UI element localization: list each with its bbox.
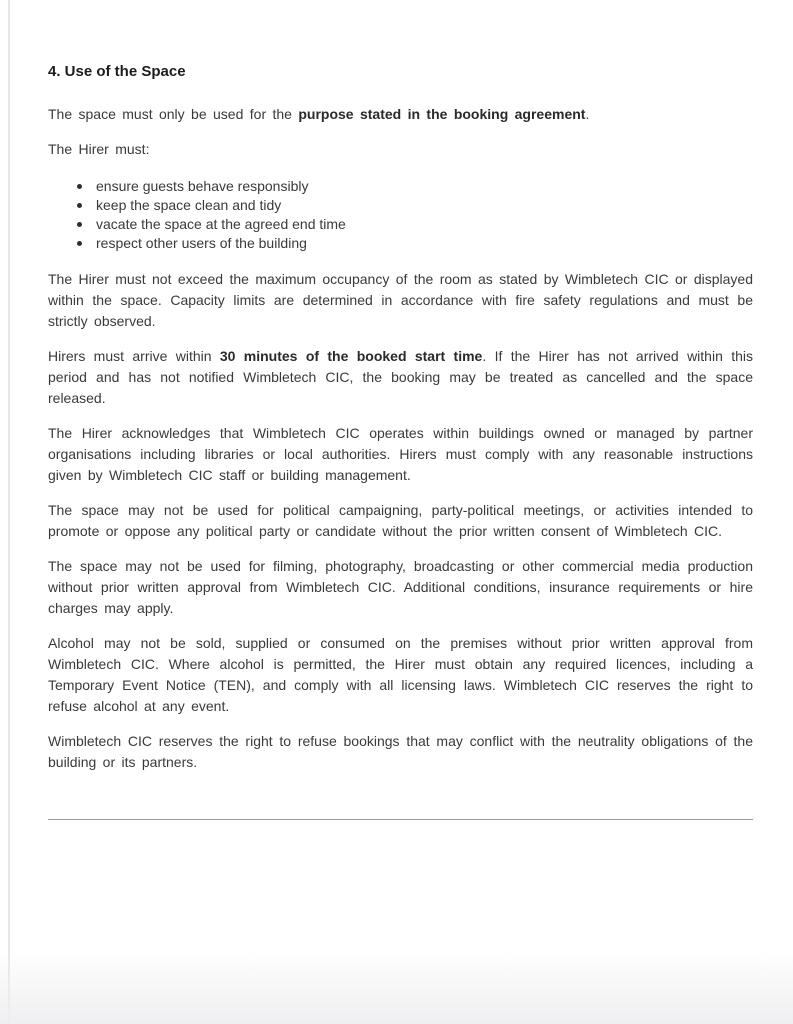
paragraph-intro-text: The space must only be used for the [48,106,299,122]
section-divider [48,819,753,820]
paragraph-arrival [48,346,753,409]
paragraph-occupancy: The Hirer must not exceed the maximum occupancy of the room as stated by Wimbletech CIC or displayed within the space. Capacity limits are determined in accordance with fire safety regulations and must be strictly observed. [48,271,753,329]
paragraph-neutrality: Wimbletech CIC reserves the right to refuse bookings that may conflict with the neutrality obligations of the building or its partners. [48,733,753,770]
paragraph-hirer-must-label: The Hirer must: [48,141,150,157]
paragraph-arrival-text: Hirers must arrive within [48,348,220,364]
paragraph-intro-period: . [585,106,590,122]
paragraph-arrival-rest: . If the Hirer has not arrived within this period and has not notified Wimbletech CIC, the booking may be treated as cancelled and the space released. [48,348,753,406]
paragraph-media: The space may not be used for filming, photography, broadcasting or other commercial media production without prior written approval from Wimbletech CIC. Additional conditions, insurance requirements or hire charges may apply. [48,558,753,616]
list-item: ensure guests behave responsibly [48,177,753,196]
paragraph-arrival-bold: 30 minutes of the booked start time [219,348,483,364]
paragraph-intro-bold: purpose stated in the booking agreement [298,106,586,122]
hirer-obligations-list [48,177,753,253]
page-edge-line [8,0,10,1024]
section-heading: 4. Use of the Space [48,63,186,80]
paragraph-intro [48,104,753,125]
paragraph-partner-buildings: The Hirer acknowledges that Wimbletech CIC operates within buildings owned or managed by partner organisations including libraries or local authorities. Hirers must comply with any reasonable instructions given by Wimbletech CIC staff or building management. [48,425,753,483]
page-bottom-fade [0,950,793,1024]
list-item: respect other users of the building [48,234,753,253]
paragraph-alcohol: Alcohol may not be sold, supplied or consumed on the premises without prior written approval from Wimbletech CIC. Where alcohol is permitted, the Hirer must obtain any required licences, including a Temporary Event Notice (TEN), and comply with all licensing laws. Wimbletech CIC reserves the right to refuse alcohol at any event. [48,635,753,714]
list-item: vacate the space at the agreed end time [48,215,753,234]
document-content [48,62,753,820]
list-item: keep the space clean and tidy [48,196,753,215]
paragraph-political: The space may not be used for political campaigning, party-political meetings, or activities intended to promote or oppose any political party or candidate without the prior written consent of Wimbletech CIC. [48,502,753,539]
